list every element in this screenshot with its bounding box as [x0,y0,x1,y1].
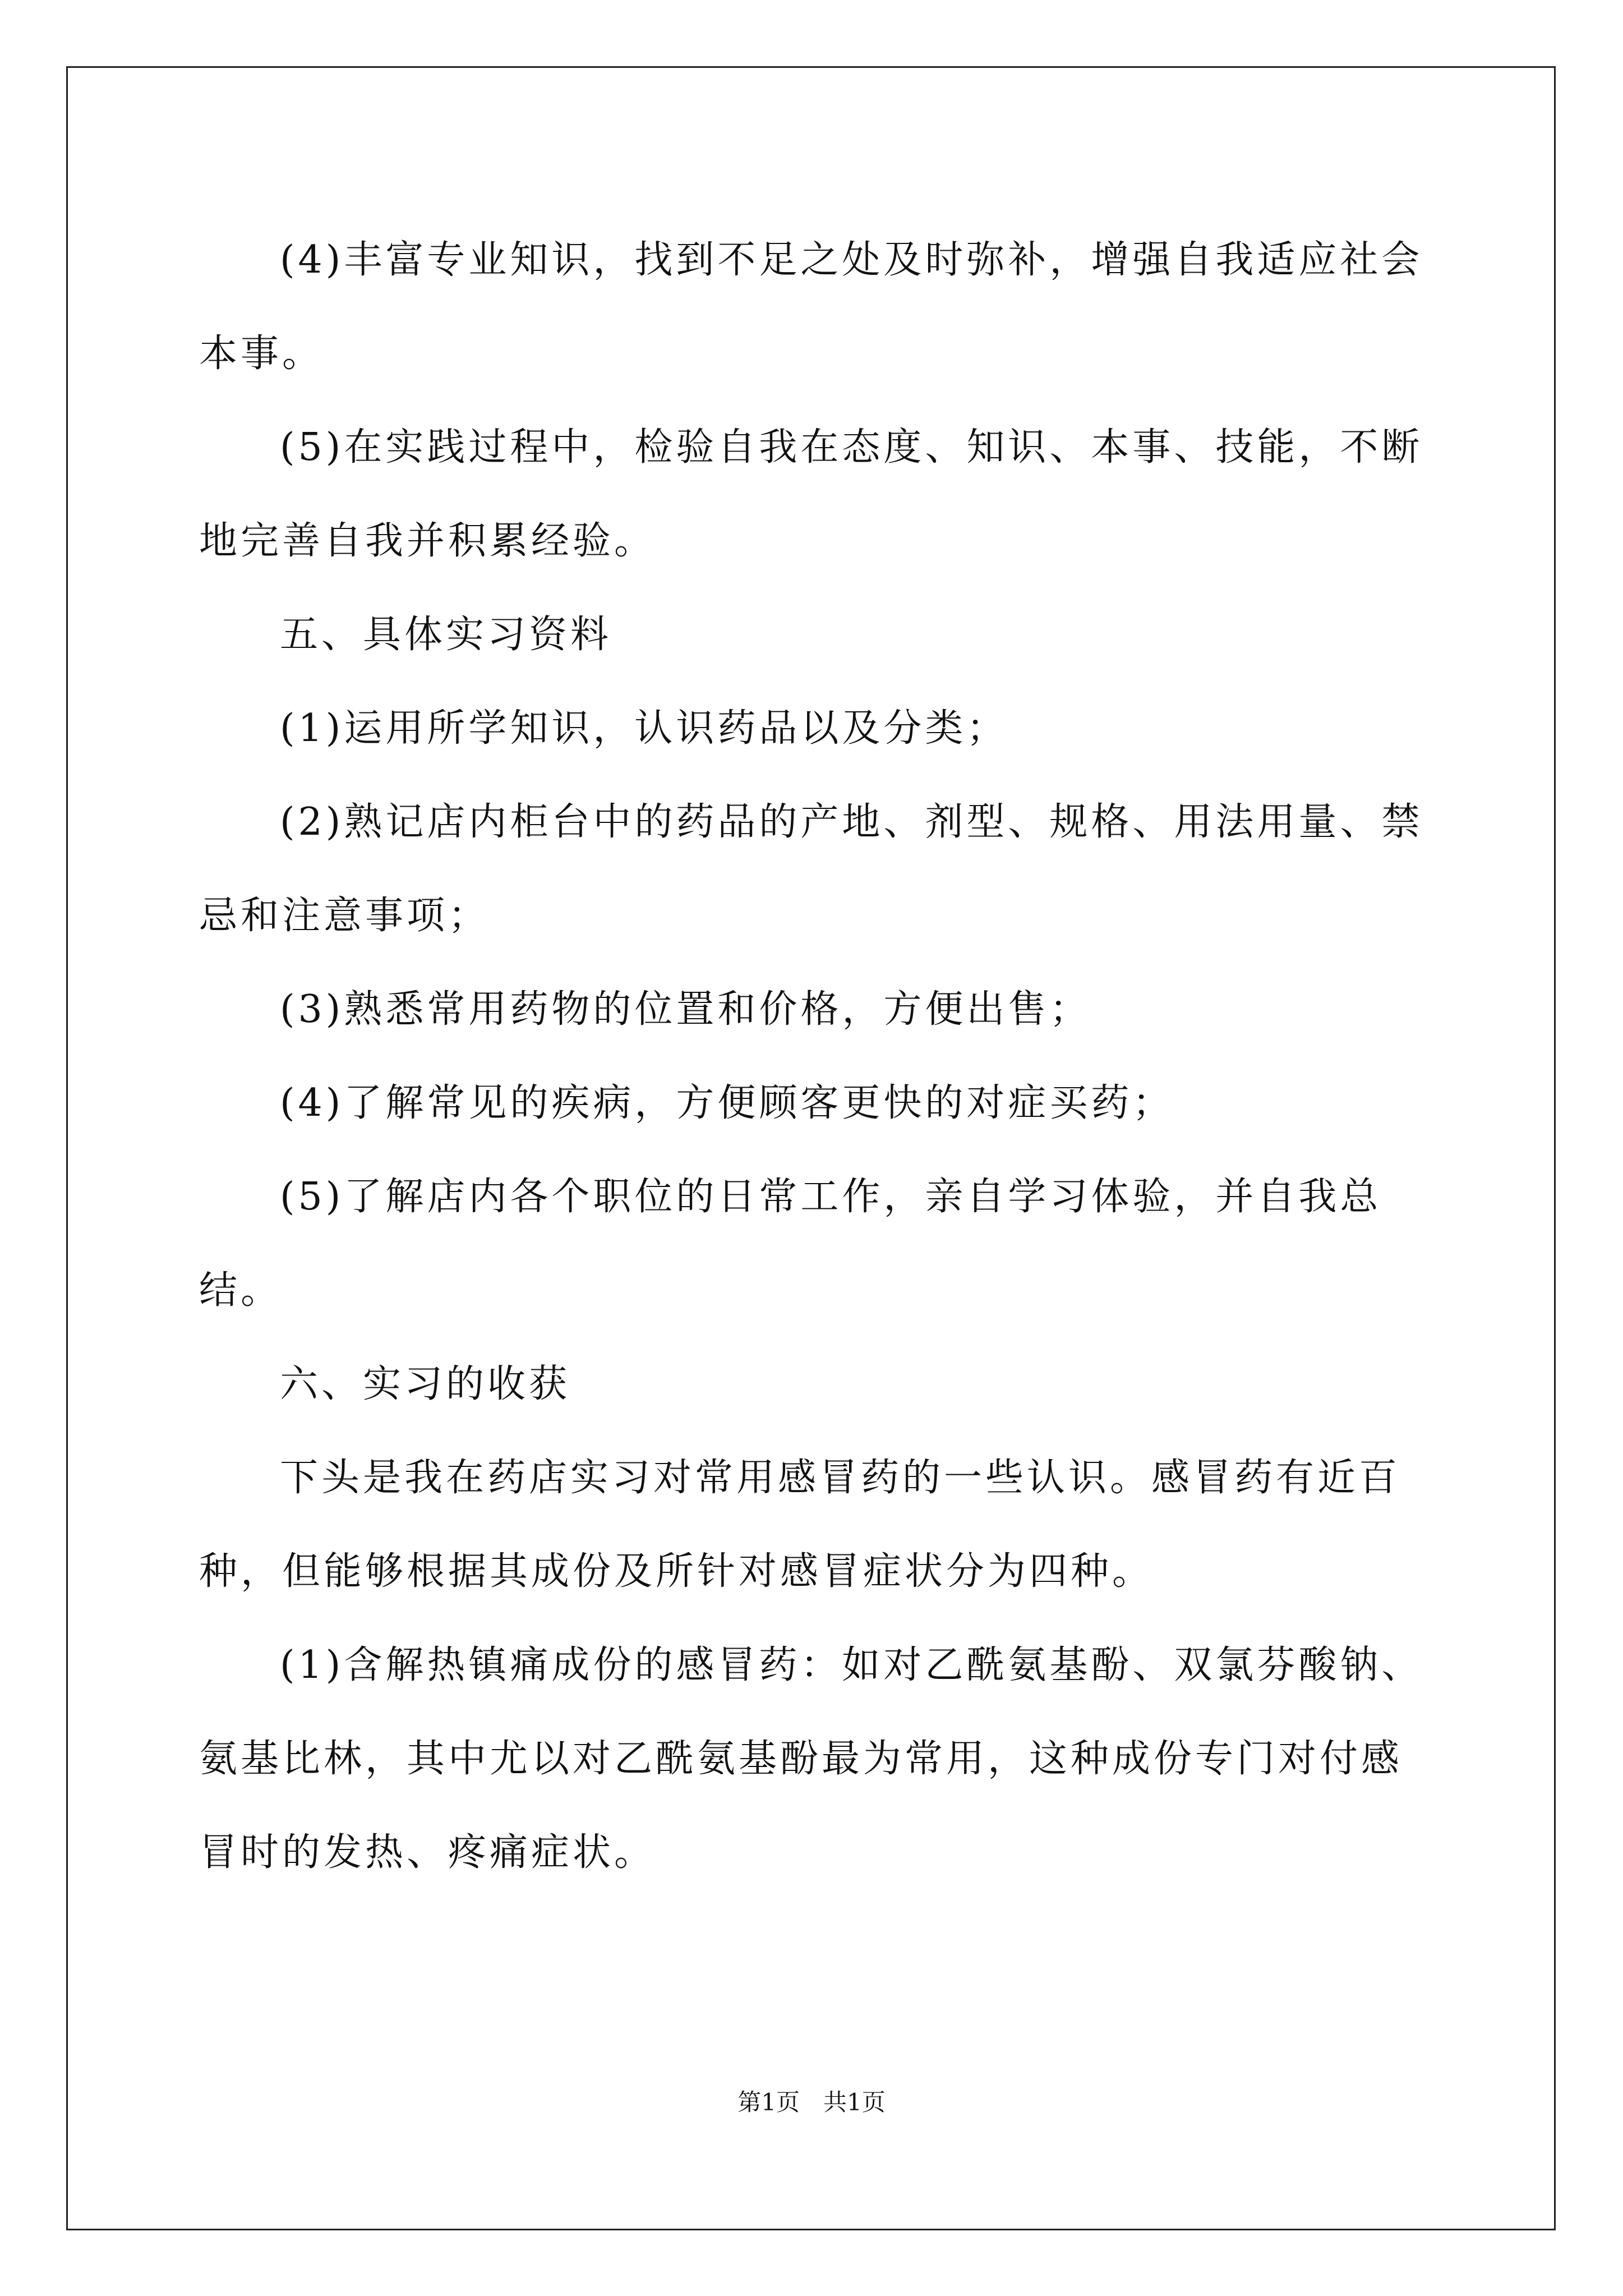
section-heading-5: 五、具体实习资料 [280,613,612,657]
paragraph-8: 下头是我在药店实习对常用感冒药的一些认识。感冒药有近百种，但能够根据其成份及所针对感冒症状分为四种。 [199,1456,1401,1594]
paragraph-1: (4)丰富专业知识，找到不足之处及时弥补，增强自我适应社会本事。 [199,238,1423,376]
section-heading-6: 六、实习的收获 [280,1362,571,1406]
paragraph-3: (1)运用所学知识，认识药品以及分类； [280,706,1008,751]
document-body [199,213,1433,1899]
paragraph-5: (3)熟悉常用药物的位置和价格，方便出售； [280,987,1091,1032]
paragraph-9: (1)含解热镇痛成份的感冒药：如对乙酰氨基酚、双氯芬酸钠、氨基比林，其中尤以对乙酰氨基酚最为常用，这种成份专门对付感冒时的发热、疼痛症状。 [199,1643,1423,1875]
paragraph-4: (2)熟记店内柜台中的药品的产地、剂型、规格、用法用量、禁忌和注意事项； [199,800,1423,938]
paragraph-6: (4)了解常见的疾病，方便顾客更快的对症买药； [280,1081,1174,1125]
paragraph-2: (5)在实践过程中，检验自我在态度、知识、本事、技能，不断地完善自我并积累经验。 [199,425,1423,563]
paragraph-7: (5)了解店内各个职位的日常工作，亲自学习体验，并自我总结。 [199,1175,1382,1313]
page-number-footer: 第1页 共1页 [737,2088,886,2116]
